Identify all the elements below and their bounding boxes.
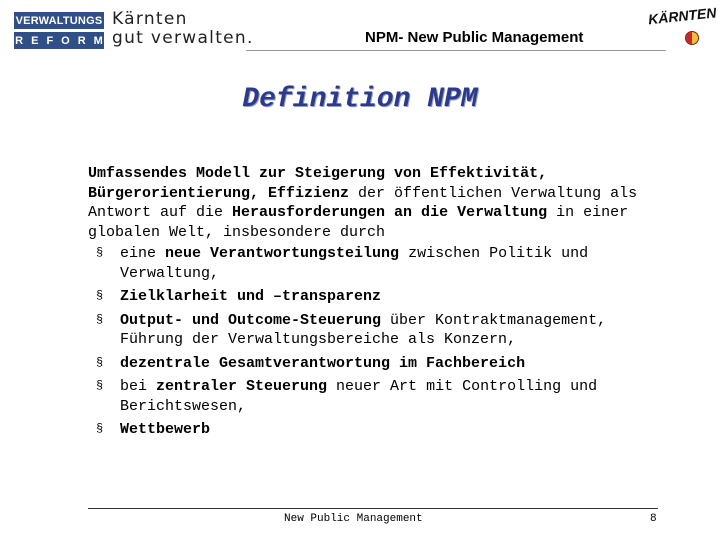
item-post: neuer Art mit Controlling und Berichtswesen, bbox=[120, 378, 598, 415]
slide-body bbox=[88, 164, 658, 444]
coat-of-arms-icon bbox=[685, 31, 699, 45]
intro-bold-3: Herausforderungen an die Verwaltung bbox=[232, 204, 548, 221]
emblem-text: KÄRNTEN bbox=[647, 4, 718, 28]
bullet-icon: § bbox=[96, 246, 104, 260]
bullet-icon: § bbox=[96, 379, 104, 393]
header-divider bbox=[246, 50, 666, 51]
list-item bbox=[88, 377, 658, 416]
list-item bbox=[88, 420, 658, 440]
intro-text-2: der öffentlichen Verwaltung als Antwort auf die bbox=[88, 184, 638, 221]
kaernten-emblem bbox=[647, 4, 718, 48]
header-title: NPM- New Public Management bbox=[365, 29, 584, 46]
footer-divider bbox=[88, 508, 658, 509]
bullet-icon: § bbox=[96, 422, 104, 436]
page-number: 8 bbox=[650, 513, 657, 525]
intro-bold-1: Umfassendes Modell zur Steigerung von Effektivität, Bürgerorientierung, Effizienz bbox=[88, 165, 548, 202]
item-bold: Wettbewerb bbox=[120, 421, 211, 438]
slogan-line-2: gut verwalten. bbox=[112, 28, 254, 48]
list-item bbox=[88, 244, 658, 283]
list-item bbox=[88, 287, 658, 307]
slide-title: Definition NPM bbox=[242, 84, 478, 115]
bullet-list bbox=[88, 244, 658, 440]
item-bold: neue Verantwortungsteilung bbox=[165, 245, 400, 262]
logo-bottom-text: REFORM bbox=[14, 32, 104, 49]
list-item bbox=[88, 311, 658, 350]
logo-top-text: VERWALTUNGS bbox=[14, 12, 104, 29]
slide-header bbox=[0, 0, 720, 62]
logo-slogan bbox=[112, 10, 254, 48]
item-post: über Kontraktmanagement, Führung der Verwaltungsbereiche als Konzern, bbox=[120, 311, 607, 348]
item-pre: eine bbox=[120, 245, 166, 262]
footer-text: New Public Management bbox=[284, 513, 423, 525]
item-bold: Output- und Outcome-Steuerung bbox=[120, 311, 382, 329]
item-pre: bei bbox=[120, 378, 157, 395]
item-bold: Zielklarheit und –transparenz bbox=[120, 288, 382, 305]
intro-text-4: in einer globalen Welt, insbesondere durch bbox=[88, 204, 629, 241]
list-item bbox=[88, 354, 658, 374]
bullet-icon: § bbox=[96, 312, 104, 327]
intro-paragraph bbox=[88, 164, 658, 242]
verwaltungsreform-logo bbox=[14, 12, 111, 49]
bullet-icon: § bbox=[96, 289, 104, 303]
item-bold: zentraler Steuerung bbox=[156, 378, 328, 395]
item-bold: dezentrale Gesamtverantwortung im Fachbereich bbox=[120, 354, 526, 372]
bullet-icon: § bbox=[96, 355, 104, 370]
slogan-line-1: Kärnten bbox=[112, 9, 188, 29]
item-post: zwischen Politik und Verwaltung, bbox=[120, 245, 589, 282]
